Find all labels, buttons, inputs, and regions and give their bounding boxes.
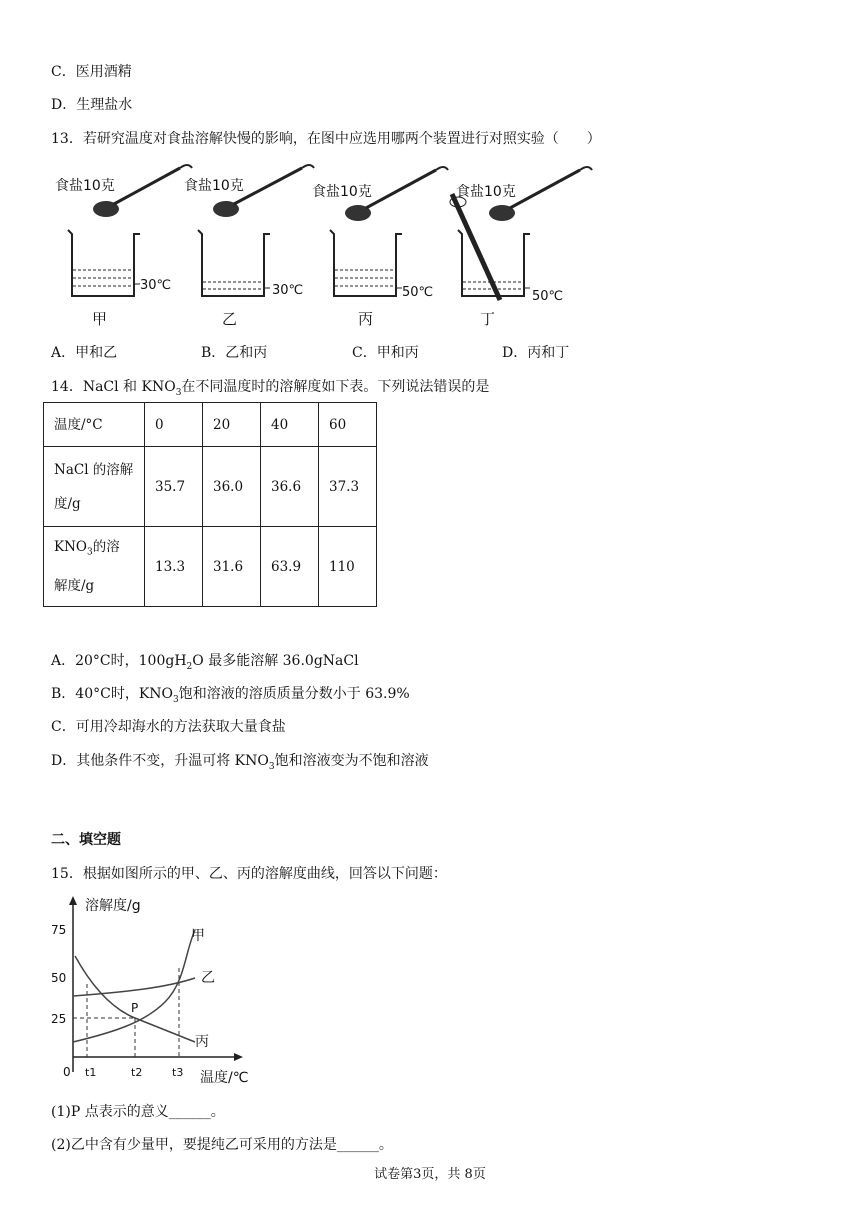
header-temp-label: 温度/°C	[44, 403, 145, 447]
question-14-stem: 14．NaCl 和 $KNO_3$在不同温度时的溶解度如下表。下列说法错误的是	[51, 379, 490, 398]
beaker-bing	[312, 167, 448, 328]
beaker-jia	[55, 165, 192, 328]
q14-option-d: D．其他条件不变，升温可将 $KNO_3$饱和溶液变为不饱和溶液	[51, 753, 429, 772]
nacl-row-label: NaCl 的溶解 度/g	[44, 447, 145, 527]
solubility-table: 温度/°C 0 20 40 60 NaCl 的溶解 度/g 35.7 36.0 36.6 37.3 $KNO_3$的溶 解度/g 13.3 31.6 63.9 110	[43, 402, 377, 607]
kno3-row-label: $KNO_3$的溶 解度/g	[44, 527, 145, 607]
origin-label: 0	[63, 1065, 71, 1079]
y-tick: 25	[51, 1012, 67, 1026]
beaker-name: 乙	[222, 310, 238, 328]
salt-label: 食盐10克	[456, 184, 516, 200]
x-tick: t1	[85, 1066, 97, 1079]
temp-label: 30℃	[140, 278, 172, 293]
beaker-name: 丙	[358, 310, 374, 328]
option-c: C．医用酒精	[51, 64, 132, 80]
q14-option-b: B．40°C时，$KNO_3$饱和溶液的溶质质量分数小于 63.9%	[51, 686, 410, 705]
x-tick: t2	[131, 1066, 143, 1079]
q15-sub-2: (2)乙中含有少量甲，要提纯乙可采用的方法是______。	[51, 1137, 393, 1153]
salt-label: 食盐10克	[312, 184, 372, 200]
beaker-name: 丁	[480, 310, 496, 328]
y-axis-label: 溶解度/g	[85, 898, 141, 914]
q13-option-d: D．丙和丁	[502, 345, 570, 361]
option-d: D．生理盐水	[51, 97, 133, 113]
beaker-experiment-figure	[40, 158, 600, 333]
x-tick: t3	[172, 1066, 184, 1079]
x-axis-label: 温度/℃	[200, 1070, 249, 1086]
series-label: 甲	[191, 928, 205, 944]
curve-bing	[75, 956, 195, 1042]
page-footer: 试卷第3页，共 8页	[374, 1167, 486, 1182]
beaker-ding	[450, 167, 592, 328]
q13-option-b: B．乙和丙	[201, 345, 268, 361]
temp-label: 50℃	[532, 289, 564, 304]
solubility-curve-chart	[45, 892, 265, 1090]
y-tick: 50	[51, 971, 67, 985]
salt-label: 食盐10克	[184, 178, 244, 194]
beaker-yi	[184, 165, 314, 328]
question-15-stem: 15．根据如图所示的甲、乙、丙的溶解度曲线，回答以下问题：	[51, 866, 447, 882]
question-13-stem: 13．若研究温度对食盐溶解快慢的影响，在图中应选用哪两个装置进行对照实验（ ）	[51, 131, 601, 147]
point-p-label: P	[131, 1001, 139, 1015]
series-label: 乙	[201, 970, 215, 986]
q13-option-a: A．甲和乙	[51, 345, 118, 361]
q14-option-a: A．20°C时，$100gH_2O$ 最多能溶解 36.0gNaCl	[51, 653, 359, 672]
series-label: 丙	[195, 1034, 209, 1050]
q15-sub-1: (1)P 点表示的意义______。	[51, 1104, 225, 1120]
temp-label: 30℃	[272, 283, 304, 298]
section-heading: 二、填空题	[51, 832, 121, 848]
y-tick: 75	[51, 923, 67, 937]
q13-option-c: C．甲和丙	[352, 345, 419, 361]
q14-option-c: C．可用冷却海水的方法获取大量食盐	[51, 719, 286, 735]
curve-jia	[73, 930, 195, 1042]
temp-label: 50℃	[402, 285, 434, 300]
salt-label: 食盐10克	[55, 178, 115, 194]
beaker-name: 甲	[92, 310, 108, 328]
